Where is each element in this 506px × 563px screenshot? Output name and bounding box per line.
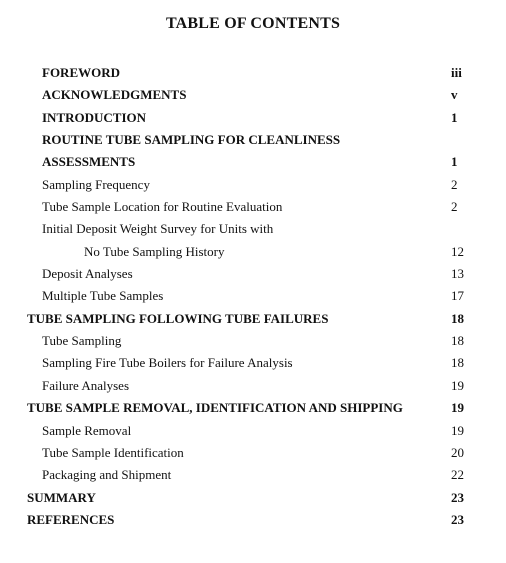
toc-entry-title: ROUTINE TUBE SAMPLING FOR CLEANLINESS [42,132,341,148]
toc-entry-page: 22 [451,467,464,483]
toc-entry[interactable] [0,107,506,129]
toc-entry[interactable] [0,218,506,240]
toc-entry-page: 17 [451,288,464,304]
toc-entry[interactable] [0,509,506,531]
toc-entry-title: SUMMARY [27,489,96,505]
toc-entry-page: v [451,87,458,103]
toc-entry-title: Tube Sample Location for Routine Evaluation [42,199,283,215]
toc-entry-title: ASSESSMENTS [42,154,136,170]
toc-entry-title: Packaging and Shipment [42,467,172,483]
toc-entry-page: 19 [451,377,464,393]
toc-entry-title: Deposit Analyses [42,266,133,282]
toc-entry-title: Initial Deposit Weight Survey for Units with [42,221,274,237]
toc-entry-page: 13 [451,266,464,282]
toc-entry-title: FOREWORD [42,65,120,80]
page-title: TABLE OF CONTENTS [165,15,341,32]
toc-entry-page: 18 [451,333,464,349]
toc-entry[interactable] [0,151,506,173]
toc-entry-title: Sampling Frequency [42,176,150,192]
toc-entry[interactable] [0,442,506,464]
toc-entry[interactable] [0,330,506,352]
toc-entry[interactable] [0,84,506,106]
toc-entry[interactable] [0,420,506,442]
toc-entry[interactable] [0,487,506,509]
toc-entry-title: REFERENCES [27,511,115,527]
toc-entry-title: ACKNOWLEDGMENTS [42,87,187,103]
toc-entry-title: Sampling Fire Tube Boilers for Failure Analysis [42,355,293,371]
toc-entry-title: Tube Sampling [42,333,122,349]
toc-entry[interactable] [0,196,506,218]
toc-entry-page: 23 [451,511,464,527]
toc-entry[interactable] [0,397,506,419]
toc-entry-page: 18 [451,310,464,326]
toc-entry-page: iii [451,65,462,80]
toc-entry-page: 18 [451,355,464,371]
toc-entry-page: 23 [451,489,464,505]
toc-entry-page: 20 [451,444,464,460]
toc-entry[interactable] [0,352,506,374]
toc-entry[interactable] [0,129,506,151]
toc-entry-title: No Tube Sampling History [84,243,225,259]
toc-entry[interactable] [0,375,506,397]
toc-list [0,62,506,531]
toc-entry-page: 19 [451,400,464,416]
toc-entry-page: 19 [451,422,464,438]
toc-entry-title: TUBE SAMPLE REMOVAL, IDENTIFICATION AND SHIPPING [27,400,403,416]
toc-entry-page: 2 [451,199,458,215]
toc-entry-title: Tube Sample Identification [42,444,184,460]
toc-entry-page: 2 [451,176,458,192]
toc-entry[interactable] [0,263,506,285]
toc-entry[interactable] [0,308,506,330]
toc-entry-page: 1 [451,154,458,170]
toc-entry[interactable] [0,174,506,196]
toc-entry[interactable] [0,285,506,307]
toc-entry-page: 1 [451,109,458,125]
toc-entry-page: 12 [451,243,464,259]
toc-entry-title: Sample Removal [42,422,132,438]
toc-entry[interactable] [0,464,506,486]
toc-entry[interactable] [0,241,506,263]
toc-entry-title: Multiple Tube Samples [42,288,164,304]
toc-entry-title: Failure Analyses [42,377,130,393]
toc-entry[interactable] [0,62,506,84]
toc-entry-title: TUBE SAMPLING FOLLOWING TUBE FAILURES [27,310,329,326]
toc-entry-title: INTRODUCTION [42,109,147,125]
